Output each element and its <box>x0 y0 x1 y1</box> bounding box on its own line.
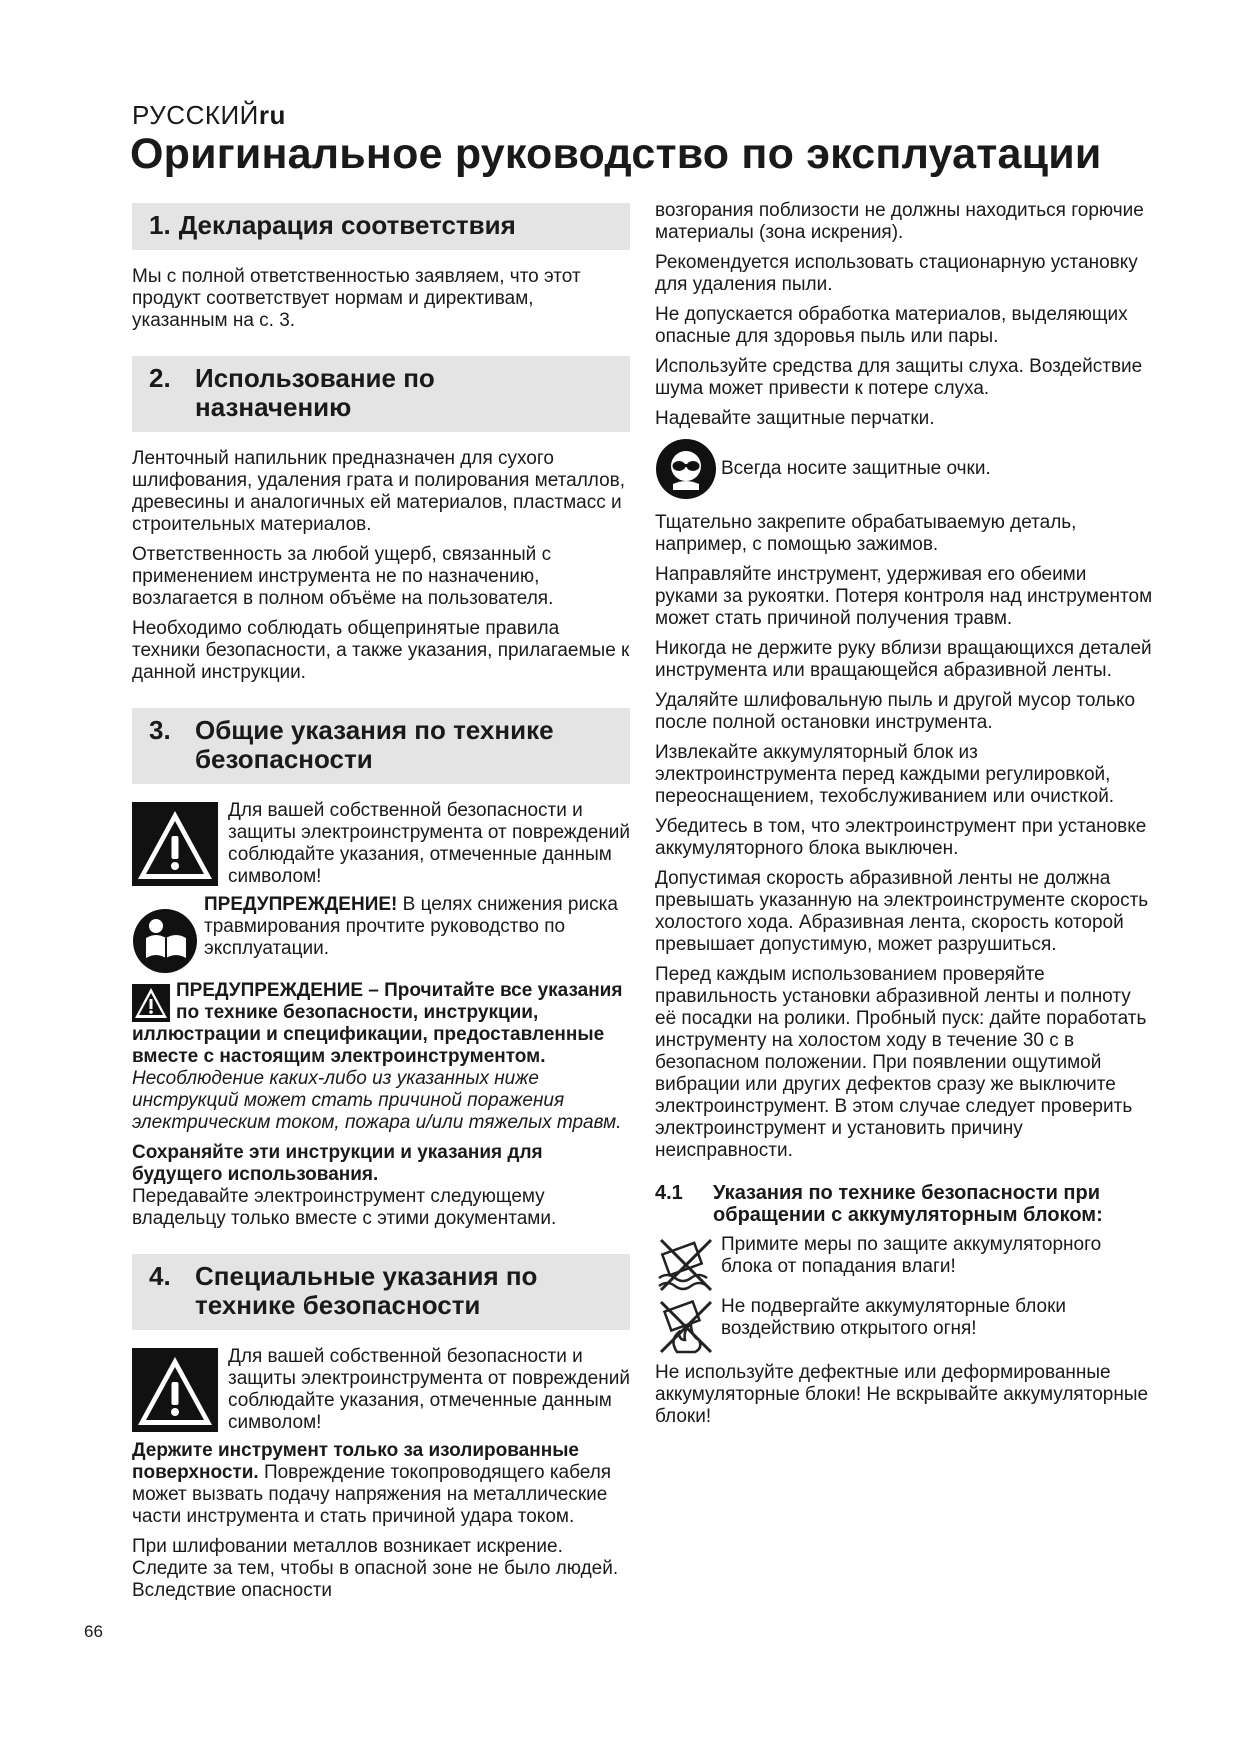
language-code: ru <box>258 100 286 130</box>
subsection-4-1-heading <box>655 1182 1153 1226</box>
intended-use-text: Ленточный напильник предназначен для сухого шлифования, удаления грата и полирования металлов, древесины и аналогичных ей материалов, пластмасс и строительных материалов. <box>132 448 626 535</box>
section-1-heading <box>132 203 630 250</box>
dust-extraction-text: Рекомендуется использовать стационарную установку для удаления пыли. <box>655 252 1138 295</box>
section-number: 4. <box>149 1261 171 1291</box>
moisture-note <box>655 1234 1153 1296</box>
gloves-text: Надевайте защитные перчатки. <box>655 408 935 429</box>
section-title-line1: Общие указания по технике <box>195 715 554 745</box>
fire-text: Не подвергайте аккумуляторные блоки воздействию открытого огня! <box>721 1296 1066 1339</box>
no-water-battery-icon <box>655 1234 717 1296</box>
section-4-heading <box>132 1254 630 1330</box>
warning-symbol-text: Для вашей собственной безопасности и защиты электроинструмента от повреждений соблюдайте указания, отмеченные данным символом! <box>228 800 630 887</box>
moisture-text: Примите меры по защите аккумуляторного блока от попадания влаги! <box>721 1234 1102 1277</box>
section-title: Декларация соответствия <box>178 210 516 240</box>
insulated-surfaces-bold: Держите инструмент только за изолированные поверхности. <box>132 1440 579 1483</box>
section-2-heading <box>132 356 630 432</box>
warning-label: ПРЕДУПРЕЖДЕНИЕ! <box>204 894 398 915</box>
defective-battery-text: Не используйте дефектные или деформированные аккумуляторные блоки! Не вскрывайте аккумуляторные блоки! <box>655 1362 1149 1427</box>
hazardous-materials-text: Не допускается обработка материалов, выделяющих опасные для здоровья пыль или пары. <box>655 304 1128 347</box>
safety-goggles-icon <box>655 438 717 500</box>
insulated-surfaces-body: Повреждение токопроводящего кабеля может вызвать подачу напряжения на металлические части инструмента и стать причиной удара током. <box>132 1462 612 1527</box>
warning-symbol-note <box>132 800 630 888</box>
hands-away-text: Никогда не держите руку вблизи вращающихся деталей инструмента или вращающейся абразивной ленты. <box>655 638 1152 681</box>
no-fire-battery-icon <box>655 1296 717 1358</box>
test-run-text: Перед каждым использованием проверяйте правильность установки абразивной ленты и полноту её посадки на ролики. Пробный пуск: дайте поработать инструменту на холостом ходу в течение 30 с в безопасном положении. При появлении ощутимой вибрации или других дефектов сразу же выключите электроинструмент. В этом случае следует проверить электроинструмент и установить причину неисправности. <box>655 964 1147 1161</box>
section-title-line1: Специальные указания по <box>195 1261 538 1291</box>
fire-note <box>655 1296 1153 1358</box>
read-all-warning <box>132 980 630 1134</box>
liability-text: Ответственность за любой ущерб, связанный с применением инструмента не по назначению, возлагается в полном объёме на пользователя. <box>132 544 554 609</box>
hearing-protection-text: Используйте средства для защиты слуха. Воздействие шума может привести к потере слуха. <box>655 356 1143 399</box>
read-all-italic: Несоблюдение каких-либо из указанных ниже инструкций может стать причиной поражения электрическим током, пожара и/или тяжелых травм. <box>132 1068 622 1133</box>
right-column <box>655 200 1153 1436</box>
subsection-title: Указания по технике безопасности при обращении с аккумуляторным блоком: <box>713 1182 1103 1226</box>
two-hands-text: Направляйте инструмент, удерживая его обеими руками за рукоятки. Потеря контроля над инструментом может стать причиной получения травм. <box>655 564 1153 629</box>
warning-triangle-icon <box>132 802 218 886</box>
warning-triangle-icon <box>132 984 170 1022</box>
subsection-number: 4.1 <box>655 1182 683 1204</box>
insulated-surfaces-text <box>132 1440 630 1528</box>
general-rules-text: Необходимо соблюдать общепринятые правила техники безопасности, а также указания, прилагаемые к данной инструкции. <box>132 618 630 683</box>
keep-instructions-text: Передавайте электроинструмент следующему владельцу только вместе с этими документами. <box>132 1186 557 1229</box>
section-title-line1: Использование по <box>195 363 435 393</box>
read-manual-note <box>132 894 630 974</box>
read-manual-icon <box>132 908 198 974</box>
section-3-heading <box>132 708 630 784</box>
page-number: 66 <box>84 1622 103 1641</box>
remove-dust-text: Удаляйте шлифовальную пыль и другой мусор только после полной остановки инструмента. <box>655 690 1136 733</box>
warning-symbol-text: Для вашей собственной безопасности и защиты электроинструмента от повреждений соблюдайте указания, отмеченные данным символом! <box>228 1346 630 1433</box>
section-title-line2: технике безопасности <box>195 1290 481 1320</box>
section-number: 3. <box>149 715 171 745</box>
sparks-text-end: возгорания поблизости не должны находиться горючие материалы (зона искрения). <box>655 200 1144 243</box>
section-title-line2: назначению <box>195 392 352 422</box>
section-number: 2. <box>149 363 171 393</box>
warning-symbol-note <box>132 1346 630 1434</box>
keep-instructions-heading: Сохраняйте эти инструкции и указания для будущего использования. <box>132 1142 543 1185</box>
remove-battery-text: Извлекайте аккумуляторный блок из электроинструмента перед каждыми регулировкой, переоснащением, техобслуживанием или очисткой. <box>655 742 1115 807</box>
language-name: РУССКИЙ <box>132 100 259 130</box>
section-number: 1. <box>149 210 171 240</box>
read-manual-body: В целях снижения риска травмирования прочтите руководство по эксплуатации. <box>204 894 618 959</box>
page-title: Оригинальное руководство по эксплуатации <box>130 130 1102 178</box>
read-all-text <box>132 980 630 1134</box>
belt-speed-text: Допустимая скорость абразивной ленты не должна превышать указанную на электроинструменте скорость холостого хода. Абразивная лента, скорость которой превышает допустимую, может разрушиться. <box>655 868 1149 955</box>
goggles-text: Всегда носите защитные очки. <box>721 458 991 479</box>
section-title-line2: безопасности <box>195 744 373 774</box>
declaration-text: Мы с полной ответственностью заявляем, что этот продукт соответствует нормам и директивам, указанным на с. 3. <box>132 266 581 331</box>
language-label <box>132 100 286 131</box>
read-all-bold: ПРЕДУПРЕЖДЕНИЕ – Прочитайте все указания по технике безопасности, инструкции, иллюстрации и спецификации, предоставленные вместе с настоящим электроинструментом. <box>132 980 623 1067</box>
sparks-text-start: При шлифовании металлов возникает искрение. Следите за тем, чтобы в опасной зоне не было людей. Вследствие опасности <box>132 1536 619 1601</box>
clamp-workpiece-text: Тщательно закрепите обрабатываемую деталь, например, с помощью зажимов. <box>655 512 1077 555</box>
goggles-note <box>655 438 1153 500</box>
left-column <box>132 203 630 1610</box>
switch-off-text: Убедитесь в том, что электроинструмент при установке аккумуляторного блока выключен. <box>655 816 1147 859</box>
warning-triangle-icon <box>132 1348 218 1432</box>
read-manual-text <box>204 894 630 960</box>
